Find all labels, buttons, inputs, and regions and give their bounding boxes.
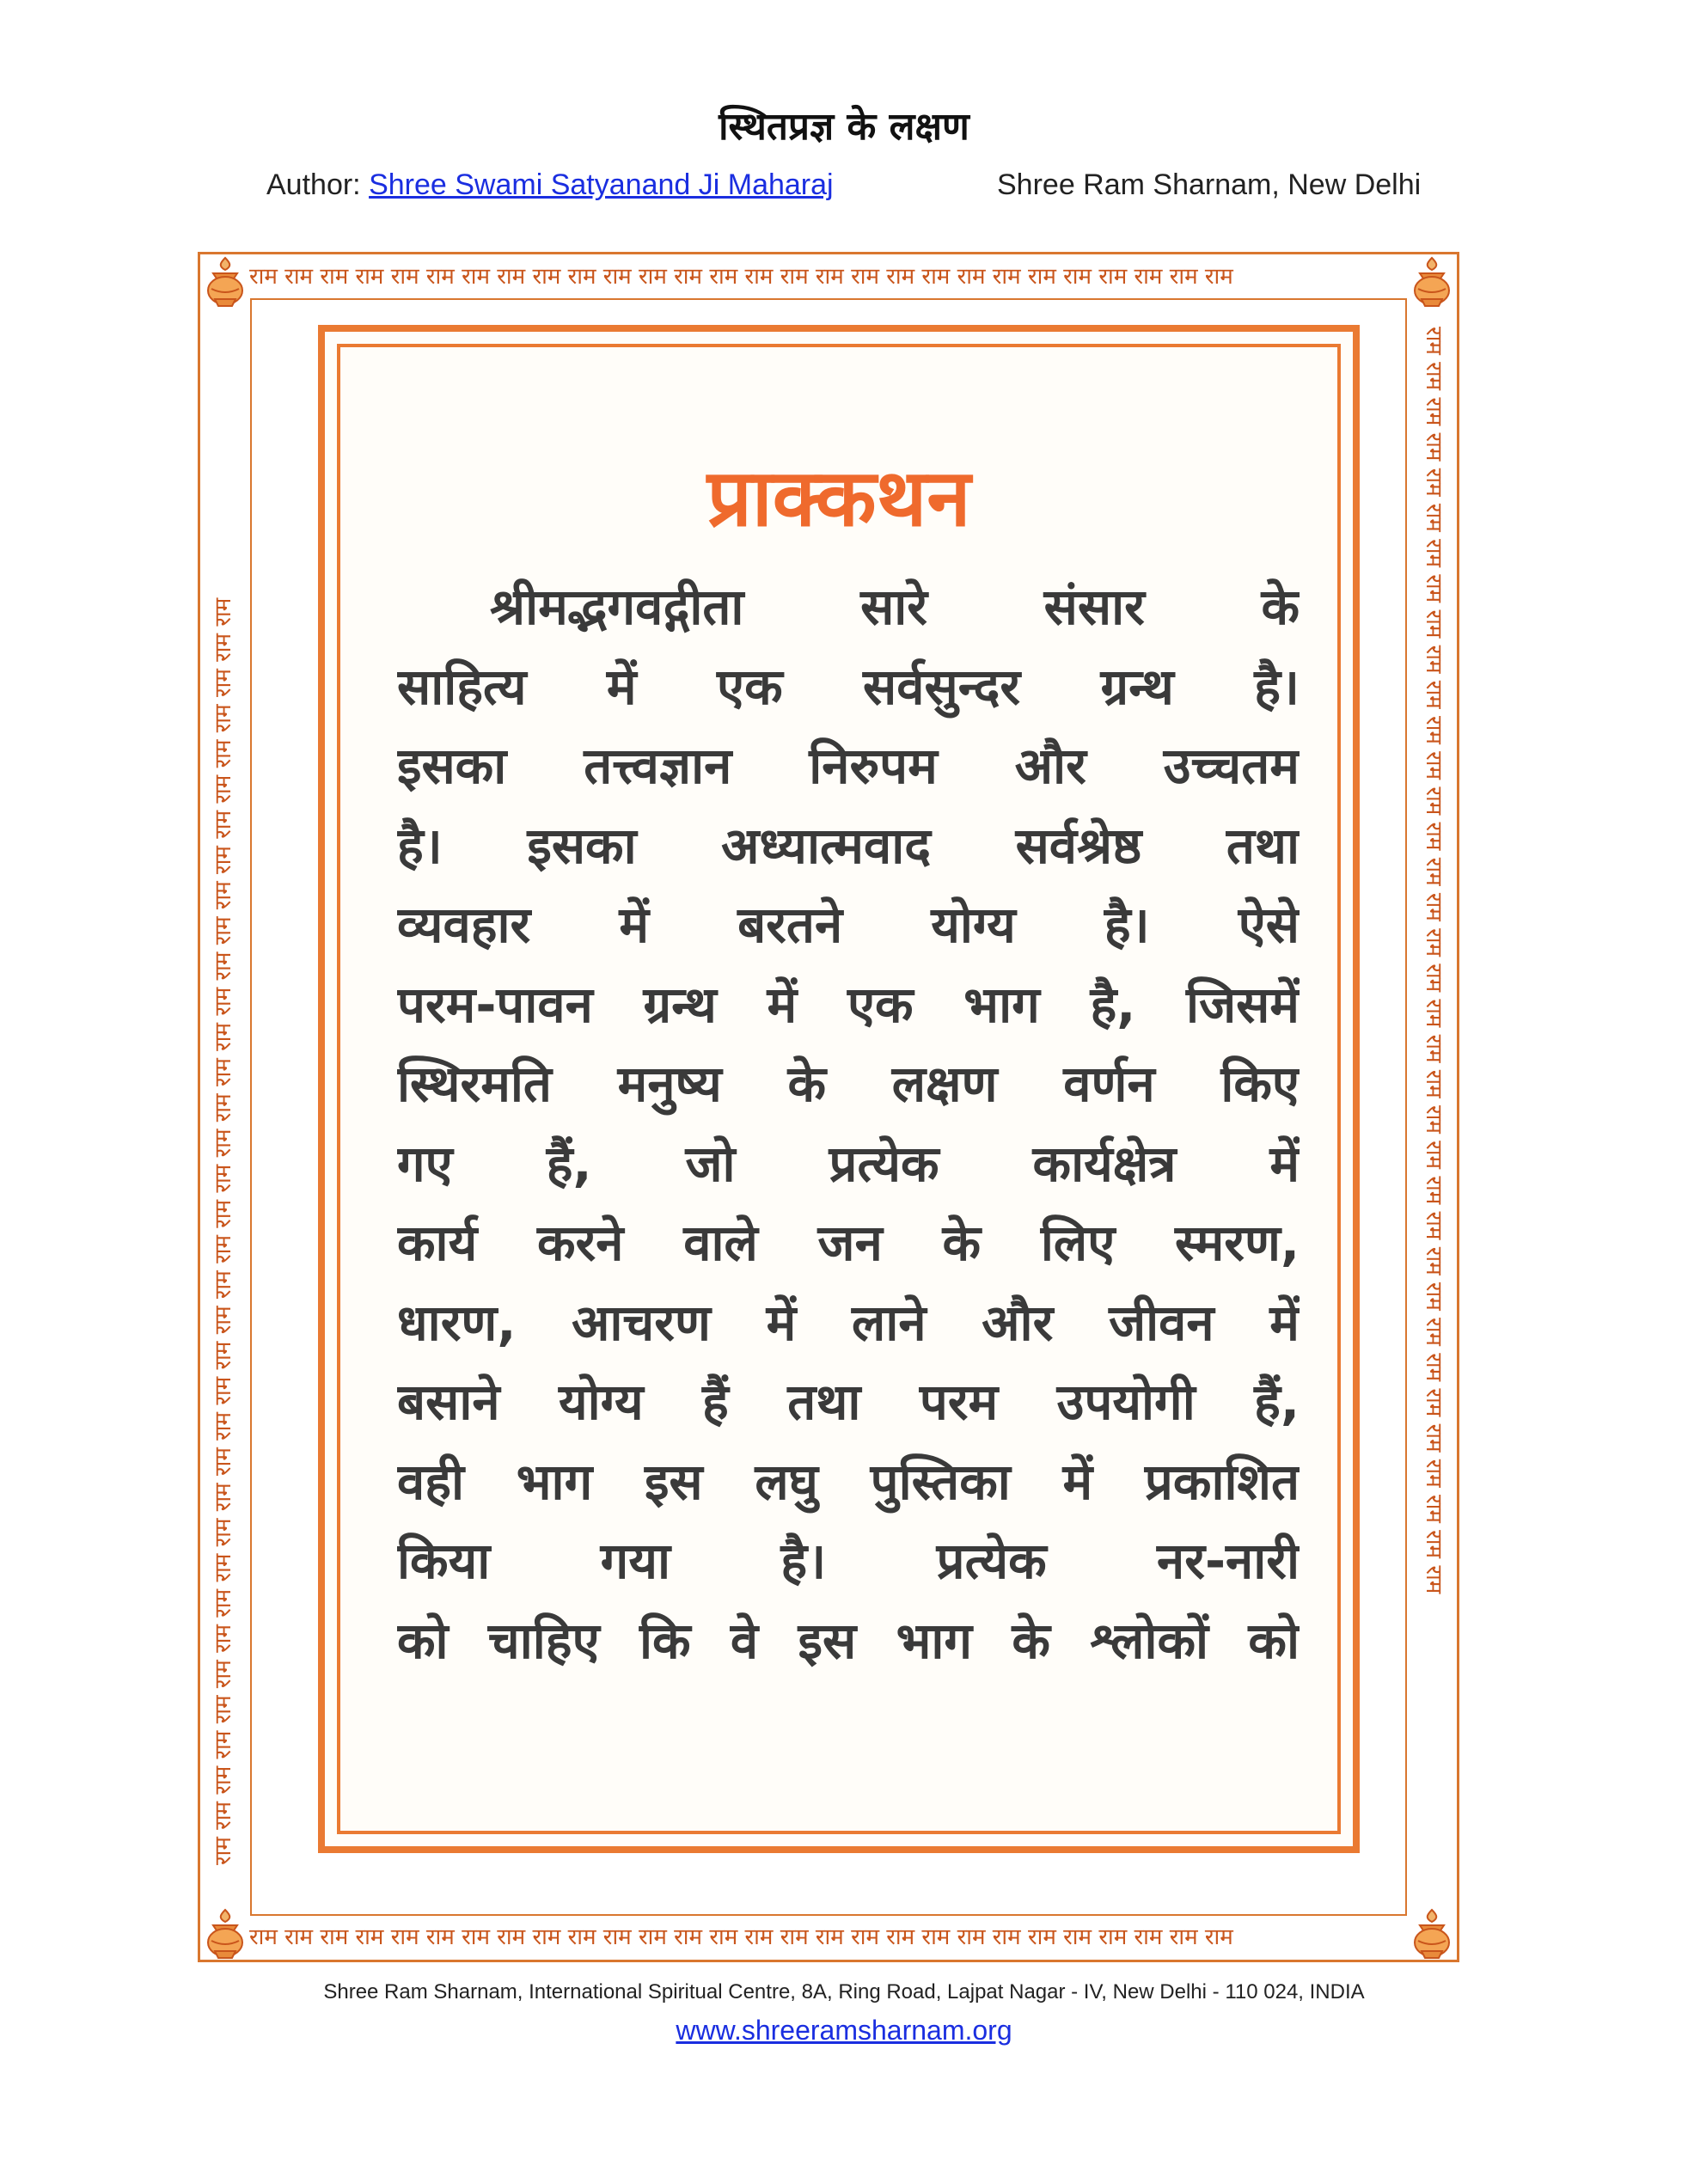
- card-body: [397, 567, 1300, 1680]
- kalash-icon: [1408, 254, 1456, 309]
- card-text-line: धारण, आचरण में लाने और जीवन में: [397, 1293, 1300, 1352]
- card-text-line: गए हैं, जो प्रत्येक कार्यक्षेत्र में: [397, 1134, 1300, 1193]
- author-prefix: Author:: [266, 168, 370, 201]
- card-text-line: श्रीमद्भगवद्गीता सारे संसार के: [490, 578, 1300, 636]
- page-title: स्थितप्रज्ञ के लक्षण: [719, 105, 969, 149]
- ram-border-left-text: राम राम राम राम राम राम राम राम राम राम राम राम राम राम राम राम राम राम राम राम राम राम राम राम राम राम राम राम राम राम राम राम राम राम राम राम: [211, 597, 236, 1865]
- kalash-icon: [201, 254, 249, 309]
- kalash-icon: [1408, 1906, 1456, 1961]
- card-text-line: को चाहिए कि वे इस भाग के श्लोकों को: [397, 1611, 1300, 1670]
- card-text-line: है। इसका अध्यात्मवाद सर्वश्रेष्ठ तथा: [397, 816, 1300, 875]
- card-text-line: वही भाग इस लघु पुस्तिका में प्रकाशित: [397, 1452, 1300, 1511]
- card-text-line: बसाने योग्य हैं तथा परम उपयोगी हैं,: [397, 1373, 1300, 1431]
- ram-border-right: [1415, 327, 1453, 1865]
- organization-label: Shree Ram Sharnam, New Delhi: [997, 168, 1422, 201]
- card-text-line: कार्य करने वाले जन के लिए स्मरण,: [397, 1214, 1300, 1272]
- card-text-line: किया गया है। प्रत्येक नर-नारी: [397, 1532, 1300, 1590]
- preface-card: [318, 325, 1360, 1853]
- card-text-line: व्यवहार में बरतने योग्य है। ऐसे: [397, 896, 1300, 954]
- author-line: [266, 163, 834, 206]
- ram-border-top: राम राम राम राम राम राम राम राम राम राम राम राम राम राम राम राम राम राम राम राम राम राम राम राम राम राम राम राम: [249, 264, 1233, 290]
- kalash-icon: [201, 1906, 249, 1961]
- author-link[interactable]: Shree Swami Satyanand Ji Maharaj: [369, 168, 834, 201]
- footer-website-link[interactable]: www.shreeramsharnam.org: [676, 2015, 1012, 2046]
- card-heading: प्राक्कथन: [706, 452, 971, 544]
- card-text-line: साहित्य में एक सर्वसुन्दर ग्रन्थ है।: [397, 657, 1300, 716]
- footer-address: Shree Ram Sharnam, International Spiritual Centre, 8A, Ring Road, Lajpat Nagar - IV, New Delhi - 110 024, INDIA: [323, 1980, 1365, 2004]
- ram-border-left: [205, 327, 242, 1865]
- card-text-line: इसका तत्त्वज्ञान निरुपम और उच्चतम: [397, 737, 1300, 795]
- card-text-line: परम-पावन ग्रन्थ में एक भाग है, जिसमें: [397, 975, 1300, 1034]
- card-text-line: स्थिरमति मनुष्य के लक्षण वर्णन किए: [397, 1055, 1300, 1113]
- ram-border-right-text: राम राम राम राम राम राम राम राम राम राम राम राम राम राम राम राम राम राम राम राम राम राम राम राम राम राम राम राम राम राम राम राम राम राम राम राम: [1421, 327, 1446, 1594]
- ram-border-bottom: राम राम राम राम राम राम राम राम राम राम राम राम राम राम राम राम राम राम राम राम राम राम राम राम राम राम राम राम: [249, 1924, 1233, 1950]
